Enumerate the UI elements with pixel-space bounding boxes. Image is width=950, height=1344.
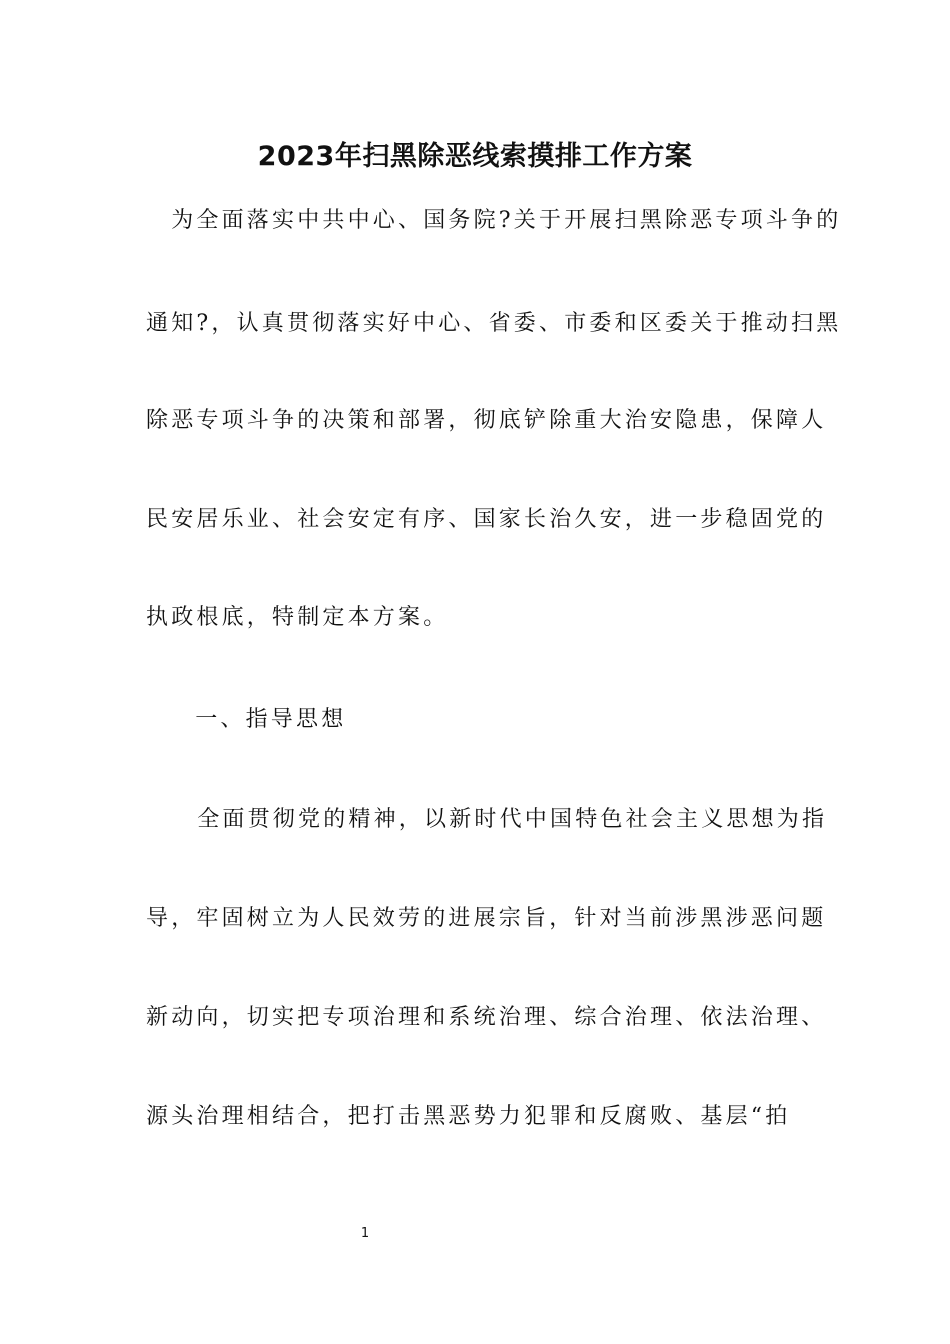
paragraph2-line-1: 全面贯彻党的精神，以新时代中国特色社会主义思想为指 (172, 807, 828, 832)
document-title: 2023年扫黑除恶线索摸排工作方案 (257, 141, 693, 172)
paragraph1-line-4: 民安居乐业、社会安定有序、国家长治久安，进一步稳固党的 (146, 507, 827, 532)
paragraph2-line-4: 源头治理相结合，把打击黑恶势力犯罪和反腐败、基层“拍 (146, 1104, 791, 1129)
paragraph1-line-2: 通知?，认真贯彻落实好中心、省委、市委和区委关于推动扫黑 (146, 311, 842, 336)
paragraph2-line-3: 新动向，切实把专项治理和系统治理、综合治理、依法治理、 (146, 1005, 827, 1030)
paragraph1-line-5: 执政根底，特制定本方案。 (146, 605, 449, 630)
paragraph1-line-1: 为全面落实中共中心、国务院?关于开展扫黑除恶专项斗争的 (146, 208, 842, 233)
paragraph1-line-3: 除恶专项斗争的决策和部署，彻底铲除重大治安隐患，保障人 (146, 408, 827, 433)
section-heading-guiding-thought: 一、指导思想 (170, 707, 347, 732)
paragraph2-line-2: 导，牢固树立为人民效劳的进展宗旨，针对当前涉黑涉恶问题 (146, 906, 827, 931)
page-number: 1 (360, 1226, 370, 1241)
